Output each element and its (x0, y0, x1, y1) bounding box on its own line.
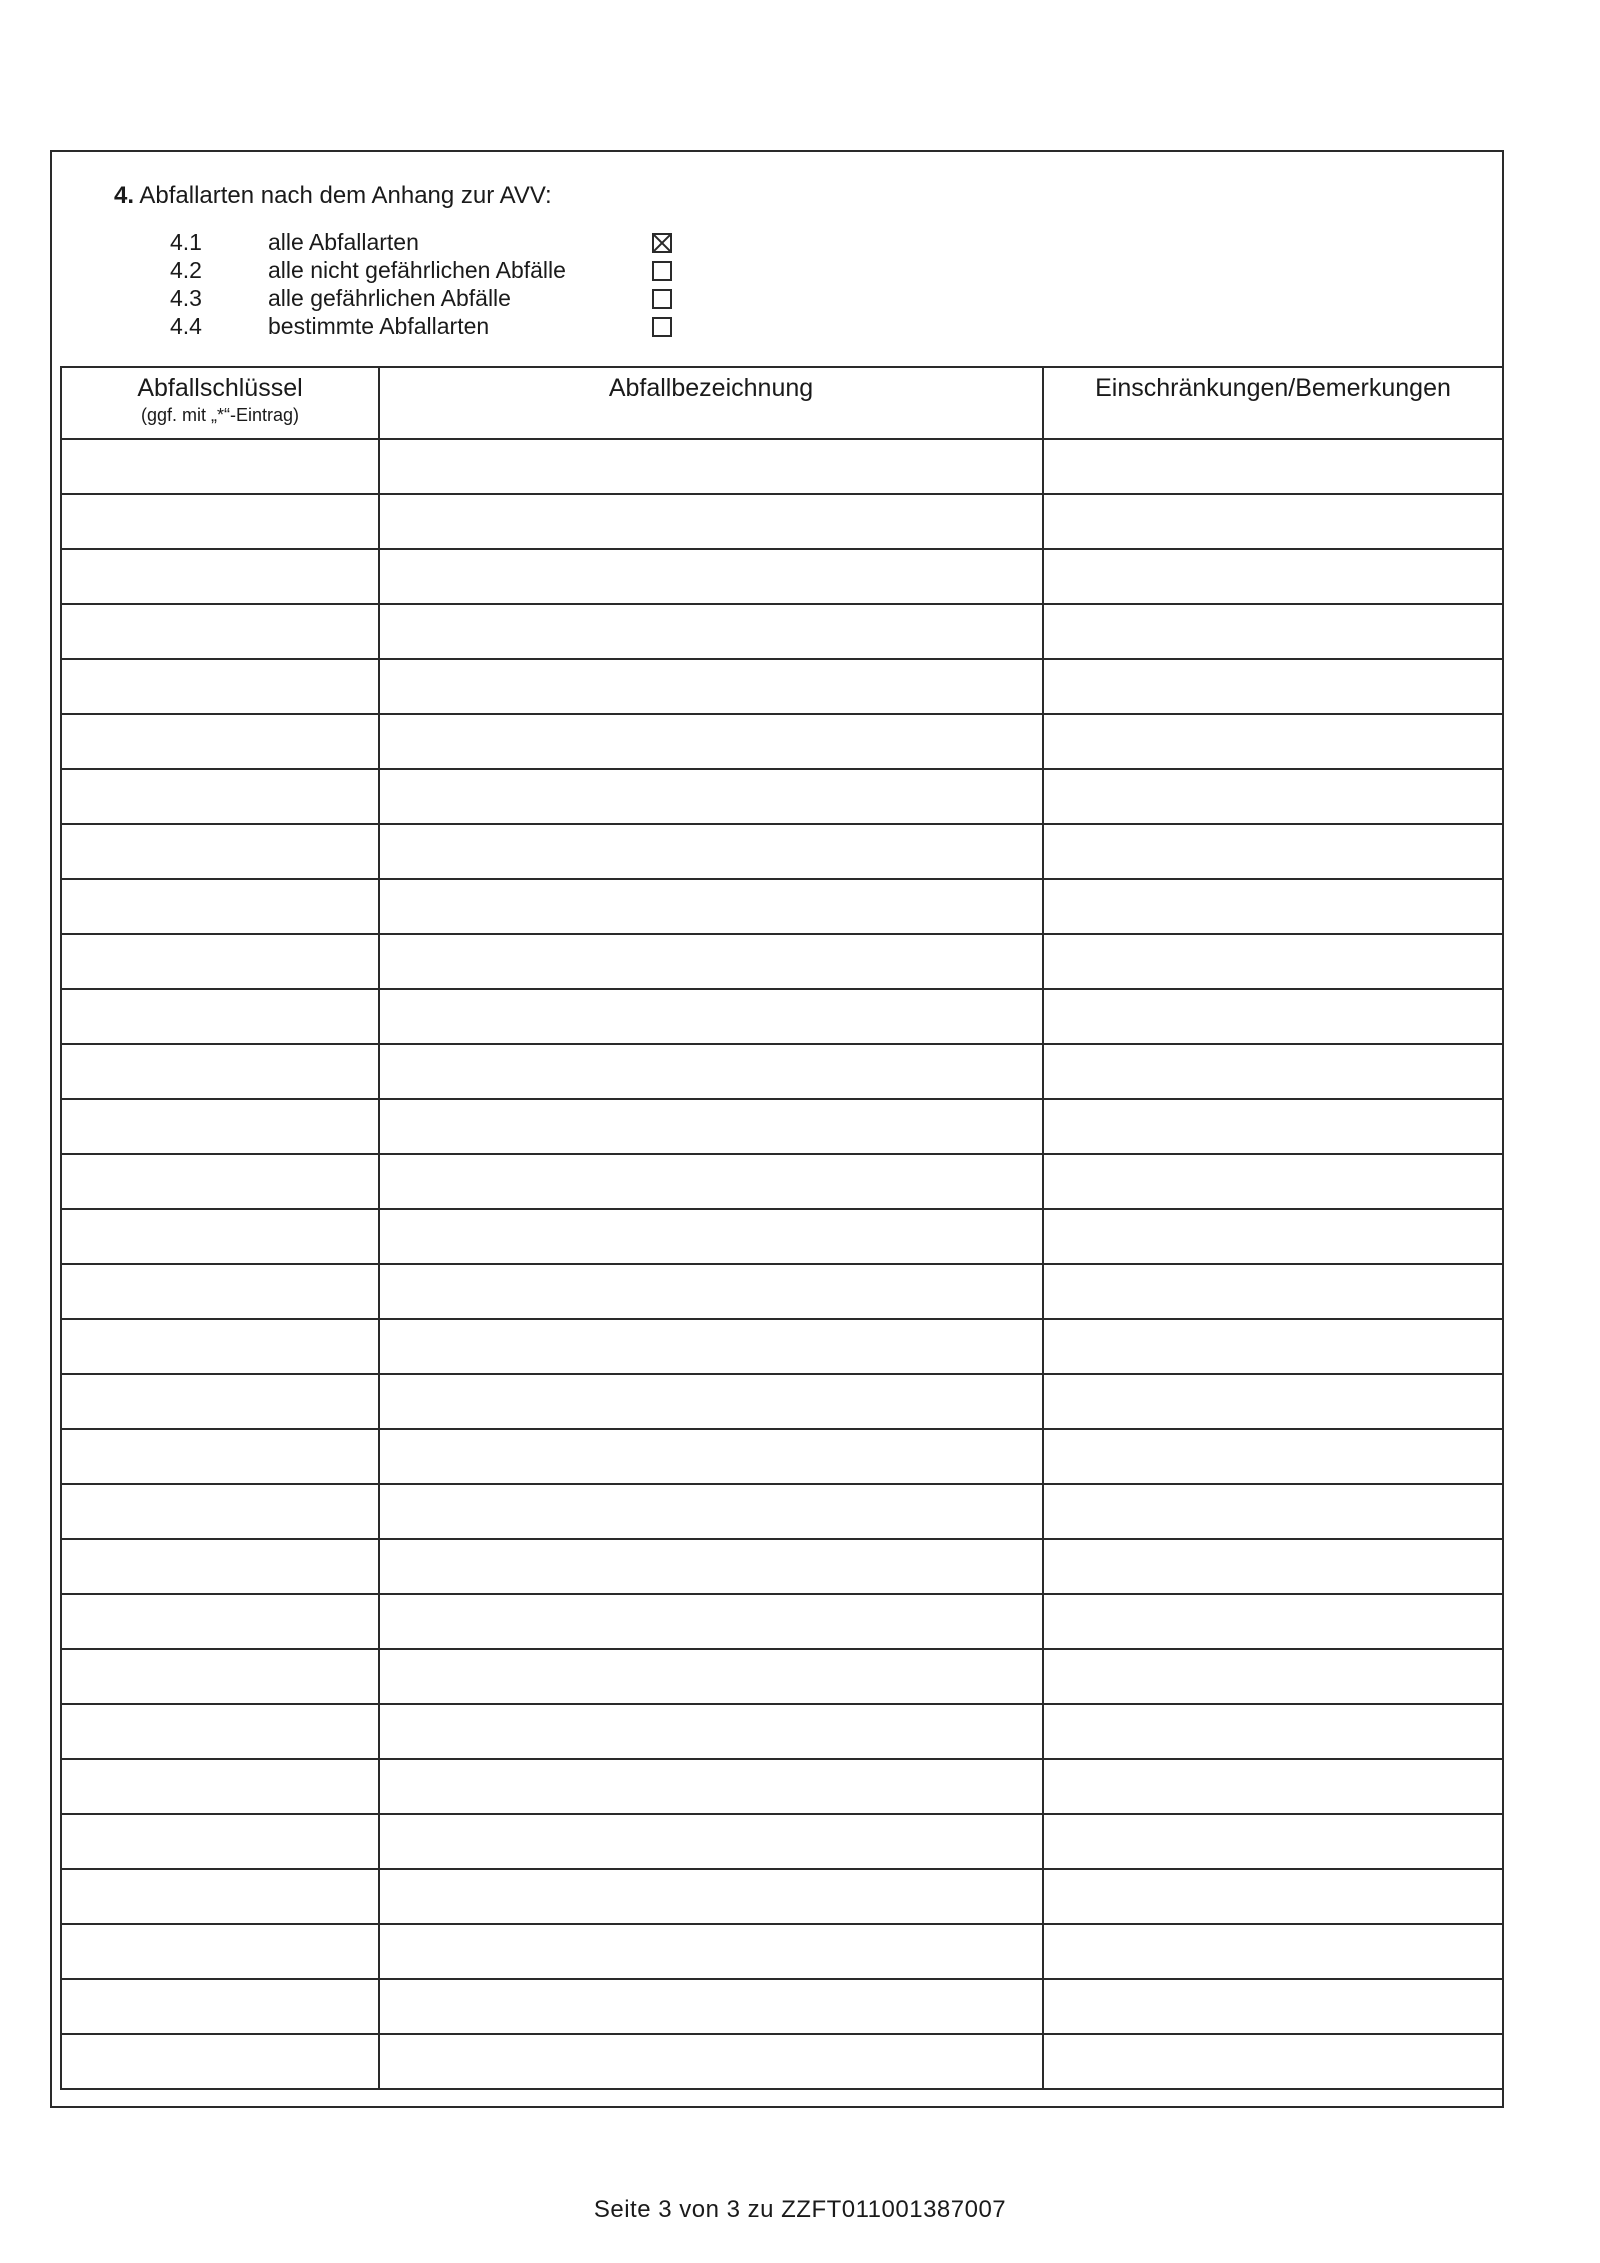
table-header-row (61, 367, 1503, 439)
table-row (61, 1209, 1503, 1264)
cell-restrictions[interactable] (1043, 714, 1503, 769)
cell-waste-name[interactable] (379, 549, 1043, 604)
column-header-waste-name (379, 367, 1043, 439)
cell-waste-name[interactable] (379, 604, 1043, 659)
cell-restrictions[interactable] (1043, 2034, 1503, 2089)
cell-waste-code[interactable] (61, 934, 379, 989)
cell-restrictions[interactable] (1043, 1099, 1503, 1154)
cell-restrictions[interactable] (1043, 1814, 1503, 1869)
table-row (61, 714, 1503, 769)
cell-waste-code[interactable] (61, 1704, 379, 1759)
table-row (61, 1264, 1503, 1319)
table-row (61, 1154, 1503, 1209)
cell-waste-code[interactable] (61, 1539, 379, 1594)
cell-restrictions[interactable] (1043, 1374, 1503, 1429)
cell-waste-name[interactable] (379, 1099, 1043, 1154)
option-label: bestimmte Abfallarten (268, 313, 490, 339)
table-row (61, 1869, 1503, 1924)
table-row (61, 549, 1503, 604)
cell-waste-name[interactable] (379, 1319, 1043, 1374)
cell-waste-name[interactable] (379, 1044, 1043, 1099)
cell-waste-code[interactable] (61, 1484, 379, 1539)
table-row (61, 1704, 1503, 1759)
cell-restrictions[interactable] (1043, 1319, 1503, 1374)
cell-waste-name[interactable] (379, 1649, 1043, 1704)
cell-waste-code[interactable] (61, 1044, 379, 1099)
cell-waste-code[interactable] (61, 1924, 379, 1979)
cell-waste-name[interactable] (379, 714, 1043, 769)
option-number: 4.2 (170, 257, 202, 283)
cell-waste-name[interactable] (379, 439, 1043, 494)
cell-waste-code[interactable] (61, 1429, 379, 1484)
cell-waste-name[interactable] (379, 769, 1043, 824)
section-number: 4. (114, 182, 135, 209)
cell-waste-name[interactable] (379, 1924, 1043, 1979)
cell-waste-code[interactable] (61, 769, 379, 824)
cell-waste-name[interactable] (379, 2034, 1043, 2089)
cell-restrictions[interactable] (1043, 1154, 1503, 1209)
option-number: 4.1 (170, 229, 202, 255)
cell-restrictions[interactable] (1043, 494, 1503, 549)
cell-restrictions[interactable] (1043, 1209, 1503, 1264)
option-label: alle gefährlichen Abfälle (268, 285, 511, 311)
cell-restrictions[interactable] (1043, 934, 1503, 989)
cell-waste-name[interactable] (379, 1594, 1043, 1649)
table-row (61, 604, 1503, 659)
option-label: alle Abfallarten (268, 229, 419, 255)
cell-waste-name[interactable] (379, 1759, 1043, 1814)
table-row (61, 769, 1503, 824)
waste-code-table (60, 366, 1504, 2090)
cell-waste-code[interactable] (61, 604, 379, 659)
cell-restrictions[interactable] (1043, 989, 1503, 1044)
cell-restrictions[interactable] (1043, 1594, 1503, 1649)
cell-waste-name[interactable] (379, 659, 1043, 714)
column-header-waste-code (61, 367, 379, 439)
cell-restrictions[interactable] (1043, 1869, 1503, 1924)
table-row (61, 1979, 1503, 2034)
table-row (61, 1649, 1503, 1704)
cell-waste-code[interactable] (61, 2034, 379, 2089)
page-footer: Seite 3 von 3 zu ZZFT011001387007 (593, 2196, 1007, 2223)
column-label: Einschränkungen/Bemerkungen (1095, 374, 1451, 402)
table-row (61, 1594, 1503, 1649)
column-label: Abfallbezeichnung (608, 374, 814, 402)
cell-restrictions[interactable] (1043, 1484, 1503, 1539)
cell-restrictions[interactable] (1043, 1979, 1503, 2034)
cell-waste-code[interactable] (61, 879, 379, 934)
cell-restrictions[interactable] (1043, 1704, 1503, 1759)
cell-waste-name[interactable] (379, 1209, 1043, 1264)
cell-waste-name[interactable] (379, 1979, 1043, 2034)
table-row (61, 1429, 1503, 1484)
cell-waste-name[interactable] (379, 1429, 1043, 1484)
cell-waste-name[interactable] (379, 1814, 1043, 1869)
table-row (61, 659, 1503, 714)
table-row (61, 1044, 1503, 1099)
cell-waste-name[interactable] (379, 989, 1043, 1044)
option-checkbox[interactable] (652, 289, 672, 309)
cell-waste-name[interactable] (379, 1869, 1043, 1924)
cell-waste-code[interactable] (61, 1759, 379, 1814)
option-label: alle nicht gefährlichen Abfälle (268, 257, 566, 283)
cell-waste-code[interactable] (61, 1154, 379, 1209)
cell-waste-code[interactable] (61, 1319, 379, 1374)
section-title: Abfallarten nach dem Anhang zur AVV: (139, 182, 552, 209)
cell-waste-code[interactable] (61, 494, 379, 549)
cell-restrictions[interactable] (1043, 439, 1503, 494)
cell-restrictions[interactable] (1043, 1044, 1503, 1099)
cell-restrictions[interactable] (1043, 604, 1503, 659)
cell-restrictions[interactable] (1043, 824, 1503, 879)
cell-waste-code[interactable] (61, 1264, 379, 1319)
option-checkbox[interactable] (652, 317, 672, 337)
cell-waste-name[interactable] (379, 1264, 1043, 1319)
cell-waste-code[interactable] (61, 989, 379, 1044)
table-row (61, 1539, 1503, 1594)
table-row (61, 1814, 1503, 1869)
option-number: 4.4 (170, 313, 202, 339)
cell-waste-code[interactable] (61, 1979, 379, 2034)
cell-waste-code[interactable] (61, 1374, 379, 1429)
cell-restrictions[interactable] (1043, 1429, 1503, 1484)
cell-waste-code[interactable] (61, 549, 379, 604)
table-row (61, 879, 1503, 934)
cell-restrictions[interactable] (1043, 1649, 1503, 1704)
table-row (61, 1759, 1503, 1814)
option-number: 4.3 (170, 285, 202, 311)
cell-waste-code[interactable] (61, 1594, 379, 1649)
cell-restrictions[interactable] (1043, 1264, 1503, 1319)
cell-waste-code[interactable] (61, 714, 379, 769)
cell-waste-name[interactable] (379, 1539, 1043, 1594)
table-row (61, 1099, 1503, 1154)
table-row (61, 1319, 1503, 1374)
cell-waste-code[interactable] (61, 1869, 379, 1924)
cell-waste-name[interactable] (379, 1154, 1043, 1209)
cell-restrictions[interactable] (1043, 1759, 1503, 1814)
option-checkbox[interactable] (652, 233, 672, 253)
cell-waste-code[interactable] (61, 1209, 379, 1264)
cell-waste-name[interactable] (379, 934, 1043, 989)
column-label: Abfallschlüssel (137, 374, 303, 402)
column-header-restrictions (1043, 367, 1503, 439)
cell-waste-name[interactable] (379, 824, 1043, 879)
table-row (61, 824, 1503, 879)
table-row (61, 1374, 1503, 1429)
cell-restrictions[interactable] (1043, 1924, 1503, 1979)
table-body (61, 439, 1503, 2089)
cell-restrictions[interactable] (1043, 769, 1503, 824)
cell-waste-code[interactable] (61, 1649, 379, 1704)
cell-waste-name[interactable] (379, 1704, 1043, 1759)
cell-waste-code[interactable] (61, 659, 379, 714)
cell-restrictions[interactable] (1043, 549, 1503, 604)
cell-waste-code[interactable] (61, 439, 379, 494)
cell-restrictions[interactable] (1043, 879, 1503, 934)
table-row (61, 1924, 1503, 1979)
cell-waste-name[interactable] (379, 494, 1043, 549)
cell-restrictions[interactable] (1043, 1539, 1503, 1594)
cell-waste-code[interactable] (61, 1099, 379, 1154)
checkmark-x-icon (654, 235, 670, 251)
table-row (61, 1484, 1503, 1539)
table-row (61, 2034, 1503, 2089)
table-row (61, 989, 1503, 1044)
column-sublabel: (ggf. mit „*“-Eintrag) (140, 405, 300, 425)
cell-waste-name[interactable] (379, 1484, 1043, 1539)
section-heading (114, 182, 552, 210)
option-checkbox[interactable] (652, 261, 672, 281)
table-row (61, 439, 1503, 494)
table-row (61, 934, 1503, 989)
cell-waste-code[interactable] (61, 824, 379, 879)
table-row (61, 494, 1503, 549)
cell-waste-name[interactable] (379, 879, 1043, 934)
cell-waste-name[interactable] (379, 1374, 1043, 1429)
cell-waste-code[interactable] (61, 1814, 379, 1869)
cell-restrictions[interactable] (1043, 659, 1503, 714)
